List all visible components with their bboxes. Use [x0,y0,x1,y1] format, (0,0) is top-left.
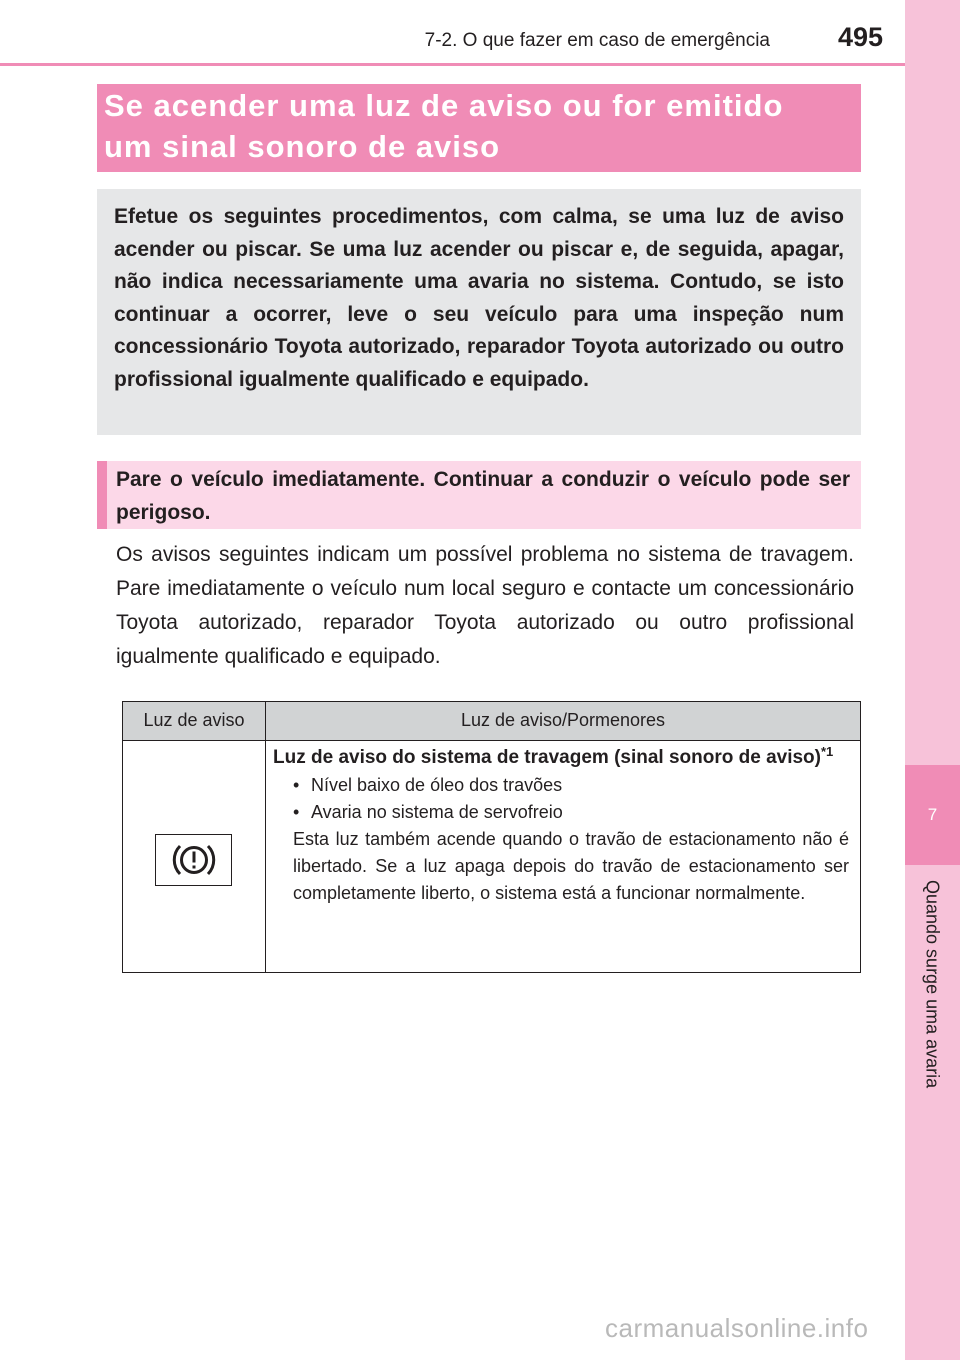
section-title [104,85,864,167]
page-number: 495 [838,22,884,52]
table-row-heading [273,744,849,772]
list-item [293,799,849,826]
running-header-section: 7-2. O que fazer em caso de emergência [424,30,770,51]
list-item [293,772,849,799]
header-rule [0,63,905,66]
bullet-glyph: • [293,775,300,795]
warning-text: Pare o veículo imediatamente. Continuar a conduzir o veículo pode ser perigoso. [116,468,850,524]
table-row-bullets [273,772,849,826]
watermark: carmanualsonline.info [605,1313,869,1343]
table-row-note: Esta luz também acende quando o travão de estacionamento não é libertado. Se a luz apaga depois do travão de estacionamento ser completamente liberto, o sistema está a funcionar normalmente. [293,829,849,903]
section-title-line-1: Se acender uma luz de aviso ou for emitido [104,88,784,123]
section-title-line-2: um sinal sonoro de aviso [104,129,501,164]
chapter-number: 7 [927,805,938,824]
side-tab-strip [905,0,960,1360]
table-header-row [123,702,860,741]
table-row-icon-cell [155,834,232,886]
table-row-details [273,744,849,907]
bullet-glyph: • [293,802,300,822]
footnote-mark: *1 [821,744,834,759]
warning-light-table [122,701,861,973]
table-column-divider [265,702,266,972]
warning-stripe [97,461,107,529]
list-item-text: Nível baixo de óleo dos travões [311,775,563,795]
table-row-heading-text: Luz de aviso do sistema de travagem (sinal sonoro de aviso) [273,747,821,768]
table-header-warning-light: Luz de aviso [143,710,245,730]
list-item-text: Avaria no sistema de servofreio [311,802,563,822]
body-paragraph: Os avisos seguintes indicam um possível problema no sistema de travagem. Pare imediatamente o veículo num local seguro e contacte um concessionário Toyota autorizado, reparador Toyota autorizado ou outro profissional igualmente qualificado e equipado. [116,543,854,668]
intro-text: Efetue os seguintes procedimentos, com calma, se uma luz de aviso acender ou piscar. Se uma luz acender ou piscar e, de seguida, apagar, não indica necessariamente uma avaria no sistema. Contudo, se isto continuar a ocorrer, leve o seu veículo para uma inspeção num concessionário Toyota autorizado, reparador Toyota autorizado ou outro profissional igualmente qualificado e equipado. [114,205,844,391]
chapter-title: Quando surge uma avaria [922,880,943,1089]
table-header-details: Luz de aviso/Pormenores [460,710,666,730]
